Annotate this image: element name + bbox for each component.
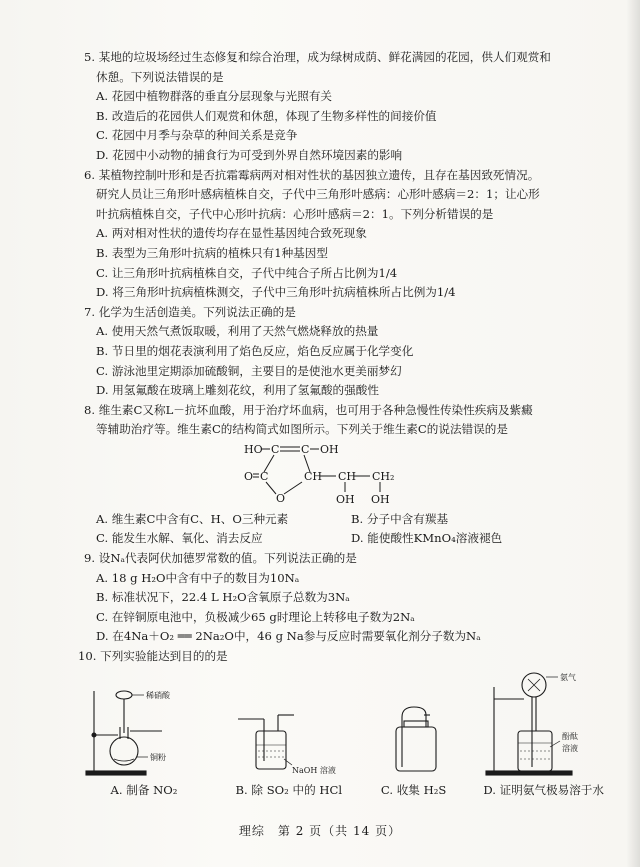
question-9-option-a: A. 18 g H₂O中含有中子的数目为10Nₐ <box>96 570 300 585</box>
question-10-stem: 10. 下列实验能达到目的的是 <box>78 649 228 664</box>
formula-ch2-group: CH₂ <box>372 469 395 483</box>
formula-ho-left: HO <box>244 442 263 456</box>
lab-b-label-naoh: NaOH 溶液 <box>291 765 336 775</box>
formula-c1: C <box>271 442 280 456</box>
question-8-stem: 8. 维生素C又称L－抗坏血酸，用于治疗坏血病，也可用于各种急慢性传染性疾病及紫癜 <box>84 402 533 417</box>
page-footer: 理综 第 2 页（共 14 页） <box>238 824 402 838</box>
question-6-stem: 6. 某植物控制叶形和是否抗霜霉病两对相对性状的基因独立遗传，且存在基因致死情况。 <box>84 167 540 182</box>
question-7-option-b: B. 节日里的烟花表演利用了焰色反应，焰色反应属于化学变化 <box>96 343 414 358</box>
formula-oh1: OH <box>336 492 355 506</box>
lab-a-label-acid: 稀硝酸 <box>146 690 170 700</box>
question-6 <box>84 166 624 303</box>
lab-d <box>483 671 604 801</box>
question-5-option-a: A. 花园中植物群落的垂直分层现象与光照有关 <box>96 89 333 104</box>
formula-c2: C <box>301 442 310 456</box>
lab-a-label-copper: 铜粉 <box>150 752 166 762</box>
formula-ring-o: O <box>276 491 286 505</box>
question-8-option-a: A. 维生素C中含有C、H、O三种元素 <box>96 511 289 526</box>
question-8-option-b: B. 分子中含有羰基 <box>351 511 449 526</box>
lab-d-label-ammonia: 氨气 <box>559 672 576 682</box>
lab-d-caption: D. 证明氨气极易溶于水 <box>483 782 604 797</box>
question-9-option-d: D. 在4Na＋O₂ ══ 2Na₂O中，46 g Na参与反应时需要氧化剂分子数为Nₐ <box>96 629 481 644</box>
question-6-option-c: C. 让三角形叶抗病植株自交，子代中纯合子所占比例为1/4 <box>96 265 398 280</box>
question-9-option-b: B. 标准状况下，22.4 L H₂O含氧原子总数为3Nₐ <box>96 590 350 605</box>
vitamin-c-structure <box>244 442 434 506</box>
lab-b <box>234 709 344 801</box>
question-6-stem-cont-2: 叶抗病植株自交，子代中心形叶抗病：心形叶感病＝2：1。下列分析错误的是 <box>96 206 494 221</box>
question-9-stem: 9. 设Nₐ代表阿伏加德罗常数的值。下列说法正确的是 <box>84 551 357 566</box>
question-7-option-a: A. 使用天然气煮饭取暖，利用了天然气燃烧释放的热量 <box>96 324 379 339</box>
page-edge-shadow <box>626 0 640 867</box>
question-7 <box>84 303 624 401</box>
lab-d-label-phenol: 酚酞 <box>561 731 578 741</box>
question-5 <box>84 48 624 166</box>
question-8-options-row-2 <box>84 529 624 549</box>
question-7-stem: 7. 化学为生活创造美。下列说法正确的是 <box>84 304 296 319</box>
lab-c-caption: C. 收集 H₂S <box>380 782 447 797</box>
question-7-option-c: C. 游泳池里定期添加硫酸铜，主要目的是使池水更美丽梦幻 <box>96 363 402 378</box>
lab-apparatus-row <box>84 671 604 801</box>
question-6-option-b: B. 表型为三角形叶抗病的植株只有1种基因型 <box>96 245 328 260</box>
question-7-option-d: D. 用氢氟酸在玻璃上雕刻花纹，利用了氢氟酸的强酸性 <box>96 383 379 398</box>
question-6-option-a: A. 两对相对性状的遗传均存在显性基因纯合致死现象 <box>96 226 367 241</box>
question-6-option-d: D. 将三角形叶抗病植株测交，子代中三角形叶抗病植株所占比例为1/4 <box>96 285 456 300</box>
formula-carbonyl-o: O <box>244 469 254 483</box>
lab-b-caption: B. 除 SO₂ 中的 HCl <box>235 782 343 797</box>
question-10 <box>78 647 624 800</box>
lab-a <box>84 687 204 801</box>
question-5-option-d: D. 花园中小动物的捕食行为可受到外界自然环境因素的影响 <box>96 147 403 162</box>
question-5-option-c: C. 花园中月季与杂草的种间关系是竞争 <box>96 128 298 143</box>
lab-a-caption: A. 制备 NO₂ <box>110 782 178 797</box>
lab-d-label-solution: 溶液 <box>561 743 578 753</box>
question-8-options-row-1 <box>84 510 624 530</box>
question-8-option-c: C. 能发生水解、氧化、消去反应 <box>96 531 263 546</box>
question-5-stem-cont: 休憩。下列说法错误的是 <box>96 69 224 84</box>
question-8 <box>84 401 624 549</box>
formula-ch1: CH <box>304 469 323 483</box>
question-9 <box>84 549 624 647</box>
formula-ring-c: C <box>260 469 269 483</box>
formula-ch2: CH <box>338 469 357 483</box>
question-9-option-c: C. 在锌铜原电池中，负极减少65 g时理论上转移电子数为2Nₐ <box>96 609 415 624</box>
formula-oh2: OH <box>371 492 390 506</box>
question-8-option-d: D. 能使酸性KMnO₄溶液褪色 <box>351 531 503 546</box>
page-content <box>78 48 624 800</box>
question-5-stem: 5. 某地的垃圾场经过生态修复和综合治理，成为绿树成荫、鲜花满园的花园，供人们观赏和 <box>84 50 551 64</box>
question-8-stem-cont: 等辅助治疗等。维生素C的结构简式如图所示。下列关于维生素C的说法错误的是 <box>96 422 508 437</box>
question-6-stem-cont-1: 研究人员让三角形叶感病植株自交，子代中三角形叶感病：心形叶感病＝2：1；让心形 <box>96 187 540 202</box>
formula-oh-right: OH <box>320 442 339 456</box>
lab-c <box>374 703 454 801</box>
question-5-option-b: B. 改造后的花园供人们观赏和休憩，体现了生物多样性的间接价值 <box>96 108 437 123</box>
